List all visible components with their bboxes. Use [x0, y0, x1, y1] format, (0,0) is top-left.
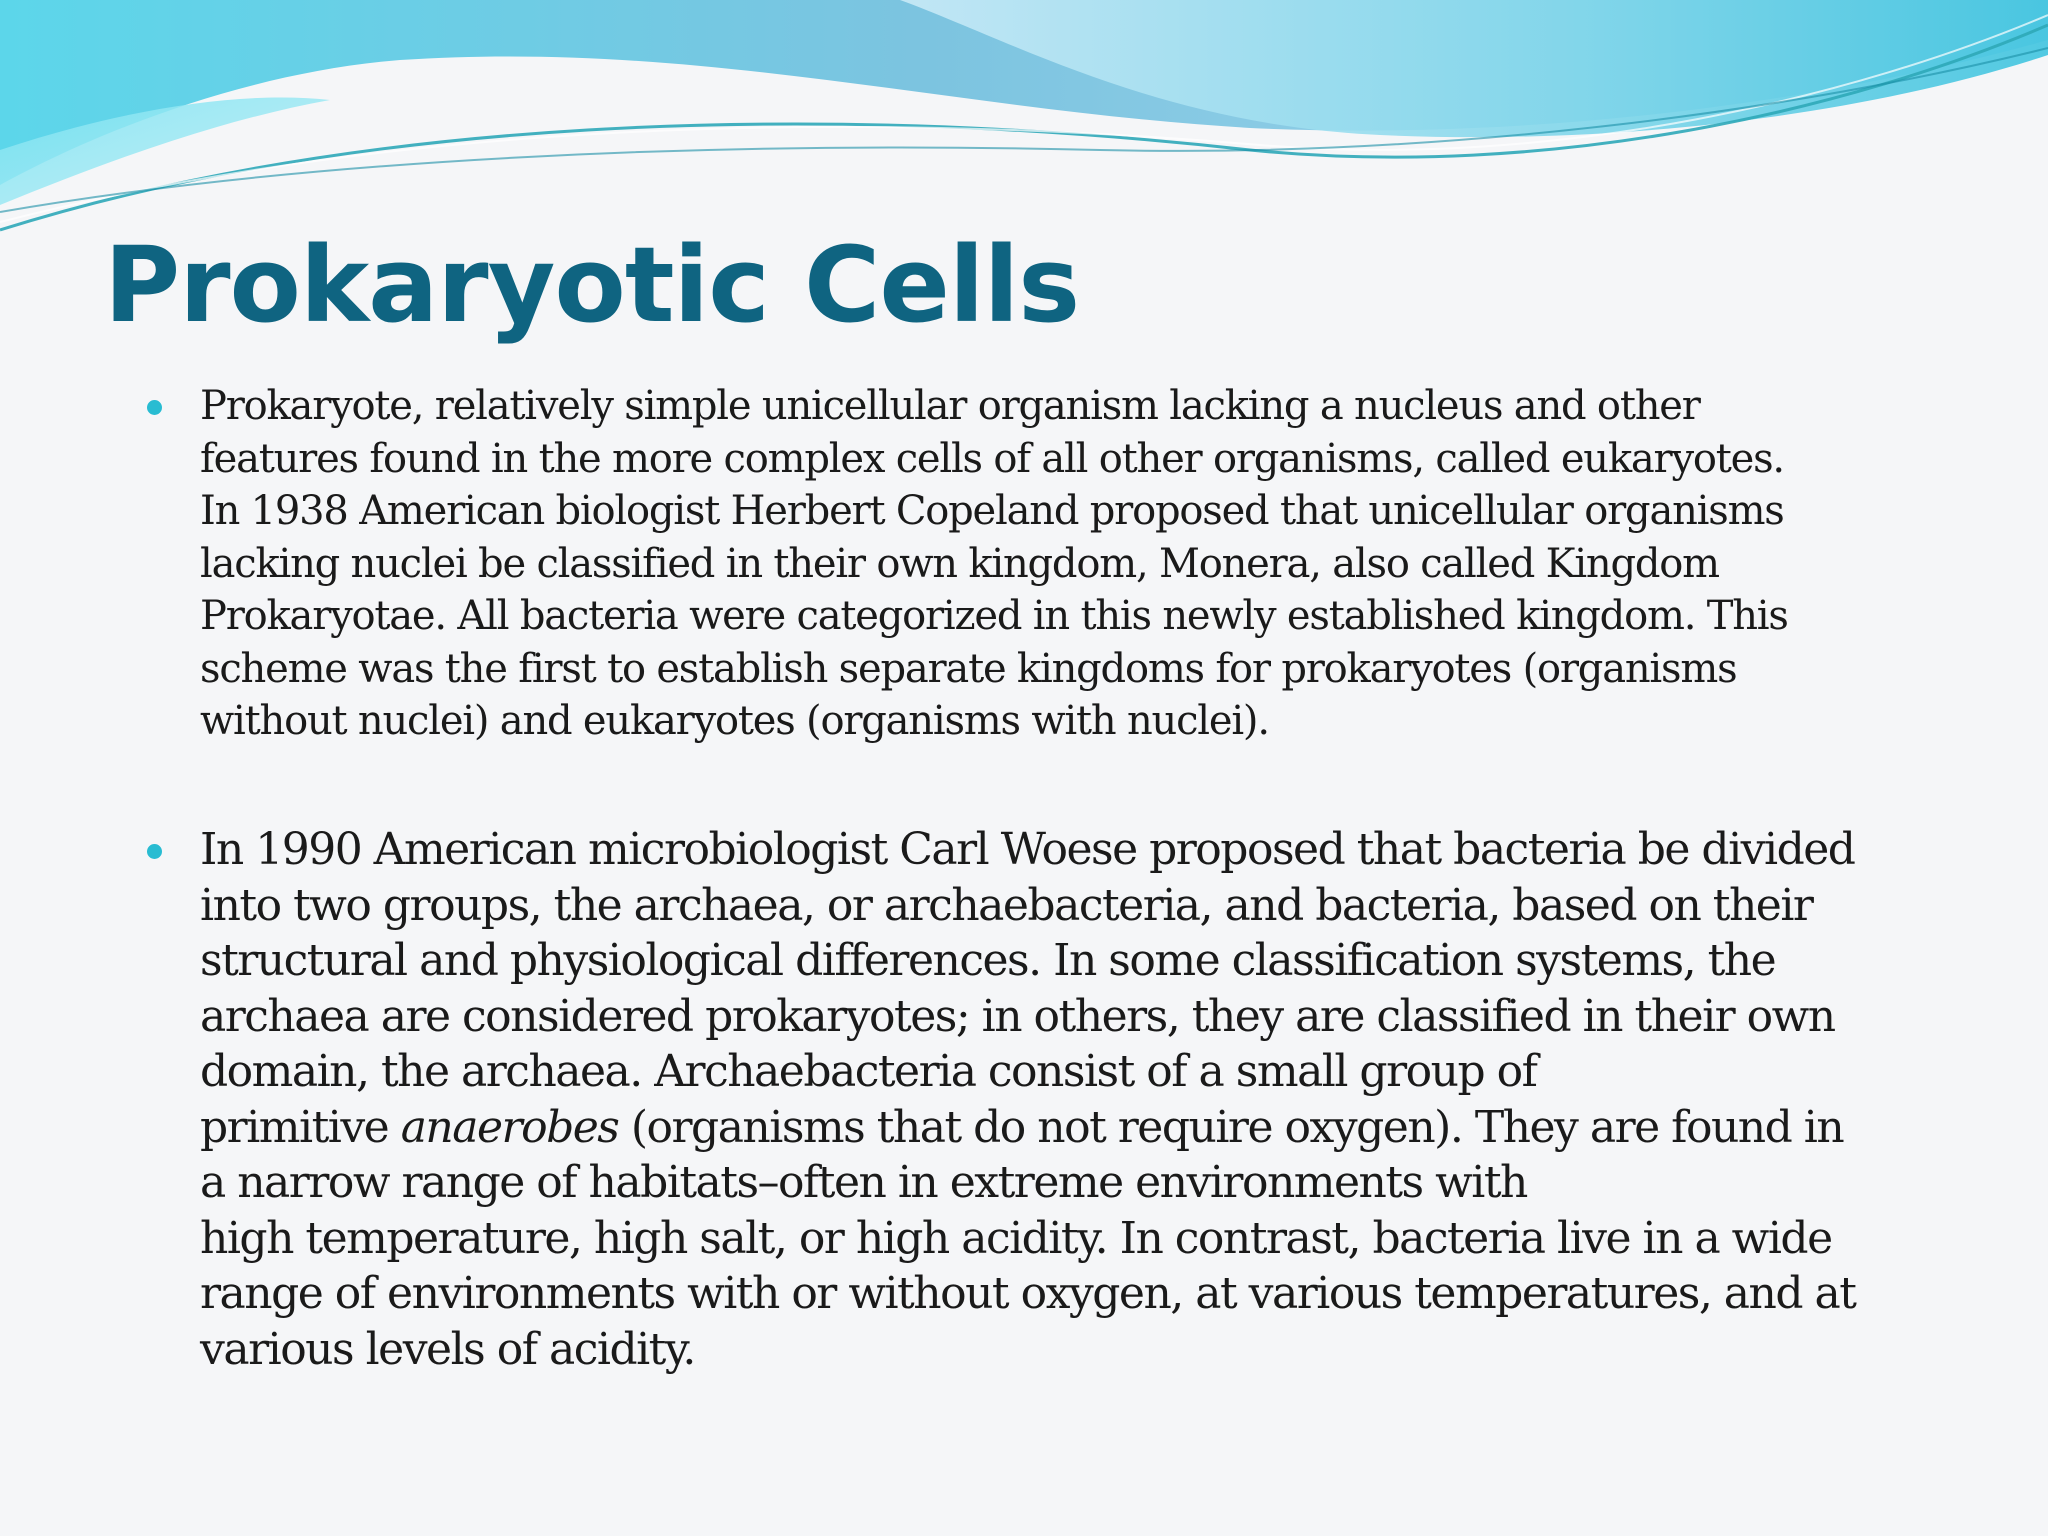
text-line: without nuclei) and eukaryotes (organisms with nuclei). [200, 698, 1269, 744]
text-line: In 1938 American biologist Herbert Copeland proposed that unicellular organisms [200, 488, 1784, 534]
text-line [200, 1100, 1960, 1156]
text-line: Prokaryote, relatively simple unicellular organism lacking a nucleus and other [200, 383, 1700, 429]
slide-title: Prokaryotic Cells [104, 224, 1080, 346]
text-line: into two groups, the archaea, or archaebacteria, and bacteria, based on their [200, 879, 1813, 931]
bullet-item [200, 822, 1960, 1377]
text-segment: (organisms that do not require oxygen). They are found in [618, 1101, 1844, 1153]
text-line: Prokaryotae. All bacteria were categorized in this newly established kingdom. This [200, 593, 1788, 639]
text-line: domain, the archaea. Archaebacteria consist of a small group of [200, 1046, 1537, 1097]
text-line: high temperature, high salt, or high acidity. In contrast, bacteria live in a wide [200, 1212, 1832, 1264]
text-line: lacking nuclei be classified in their own kingdom, Monera, also called Kingdom [200, 540, 1719, 587]
bullet-dot-icon [147, 400, 162, 415]
text-line: various levels of acidity. [200, 1323, 695, 1375]
text-line: structural and physiological differences. In some classification systems, the [200, 935, 1776, 986]
text-segment: primitive [200, 1101, 401, 1153]
bullet-item [200, 380, 1960, 748]
text-line: range of environments with or without oxygen, at various temperatures, and at [200, 1268, 1856, 1319]
text-line: archaea are considered prokaryotes; in others, they are classified in their own [200, 990, 1835, 1042]
text-line: features found in the more complex cells of all other organisms, called eukaryotes. [200, 435, 1784, 482]
italic-term: anaerobes [400, 1101, 619, 1153]
bullet-dot-icon [147, 844, 162, 859]
text-line: a narrow range of habitats–often in extreme environments with [200, 1157, 1527, 1208]
text-line: scheme was the first to establish separate kingdoms for prokaryotes (organisms [200, 645, 1737, 692]
text-line: In 1990 American microbiologist Carl Woese proposed that bacteria be divided [200, 824, 1855, 875]
